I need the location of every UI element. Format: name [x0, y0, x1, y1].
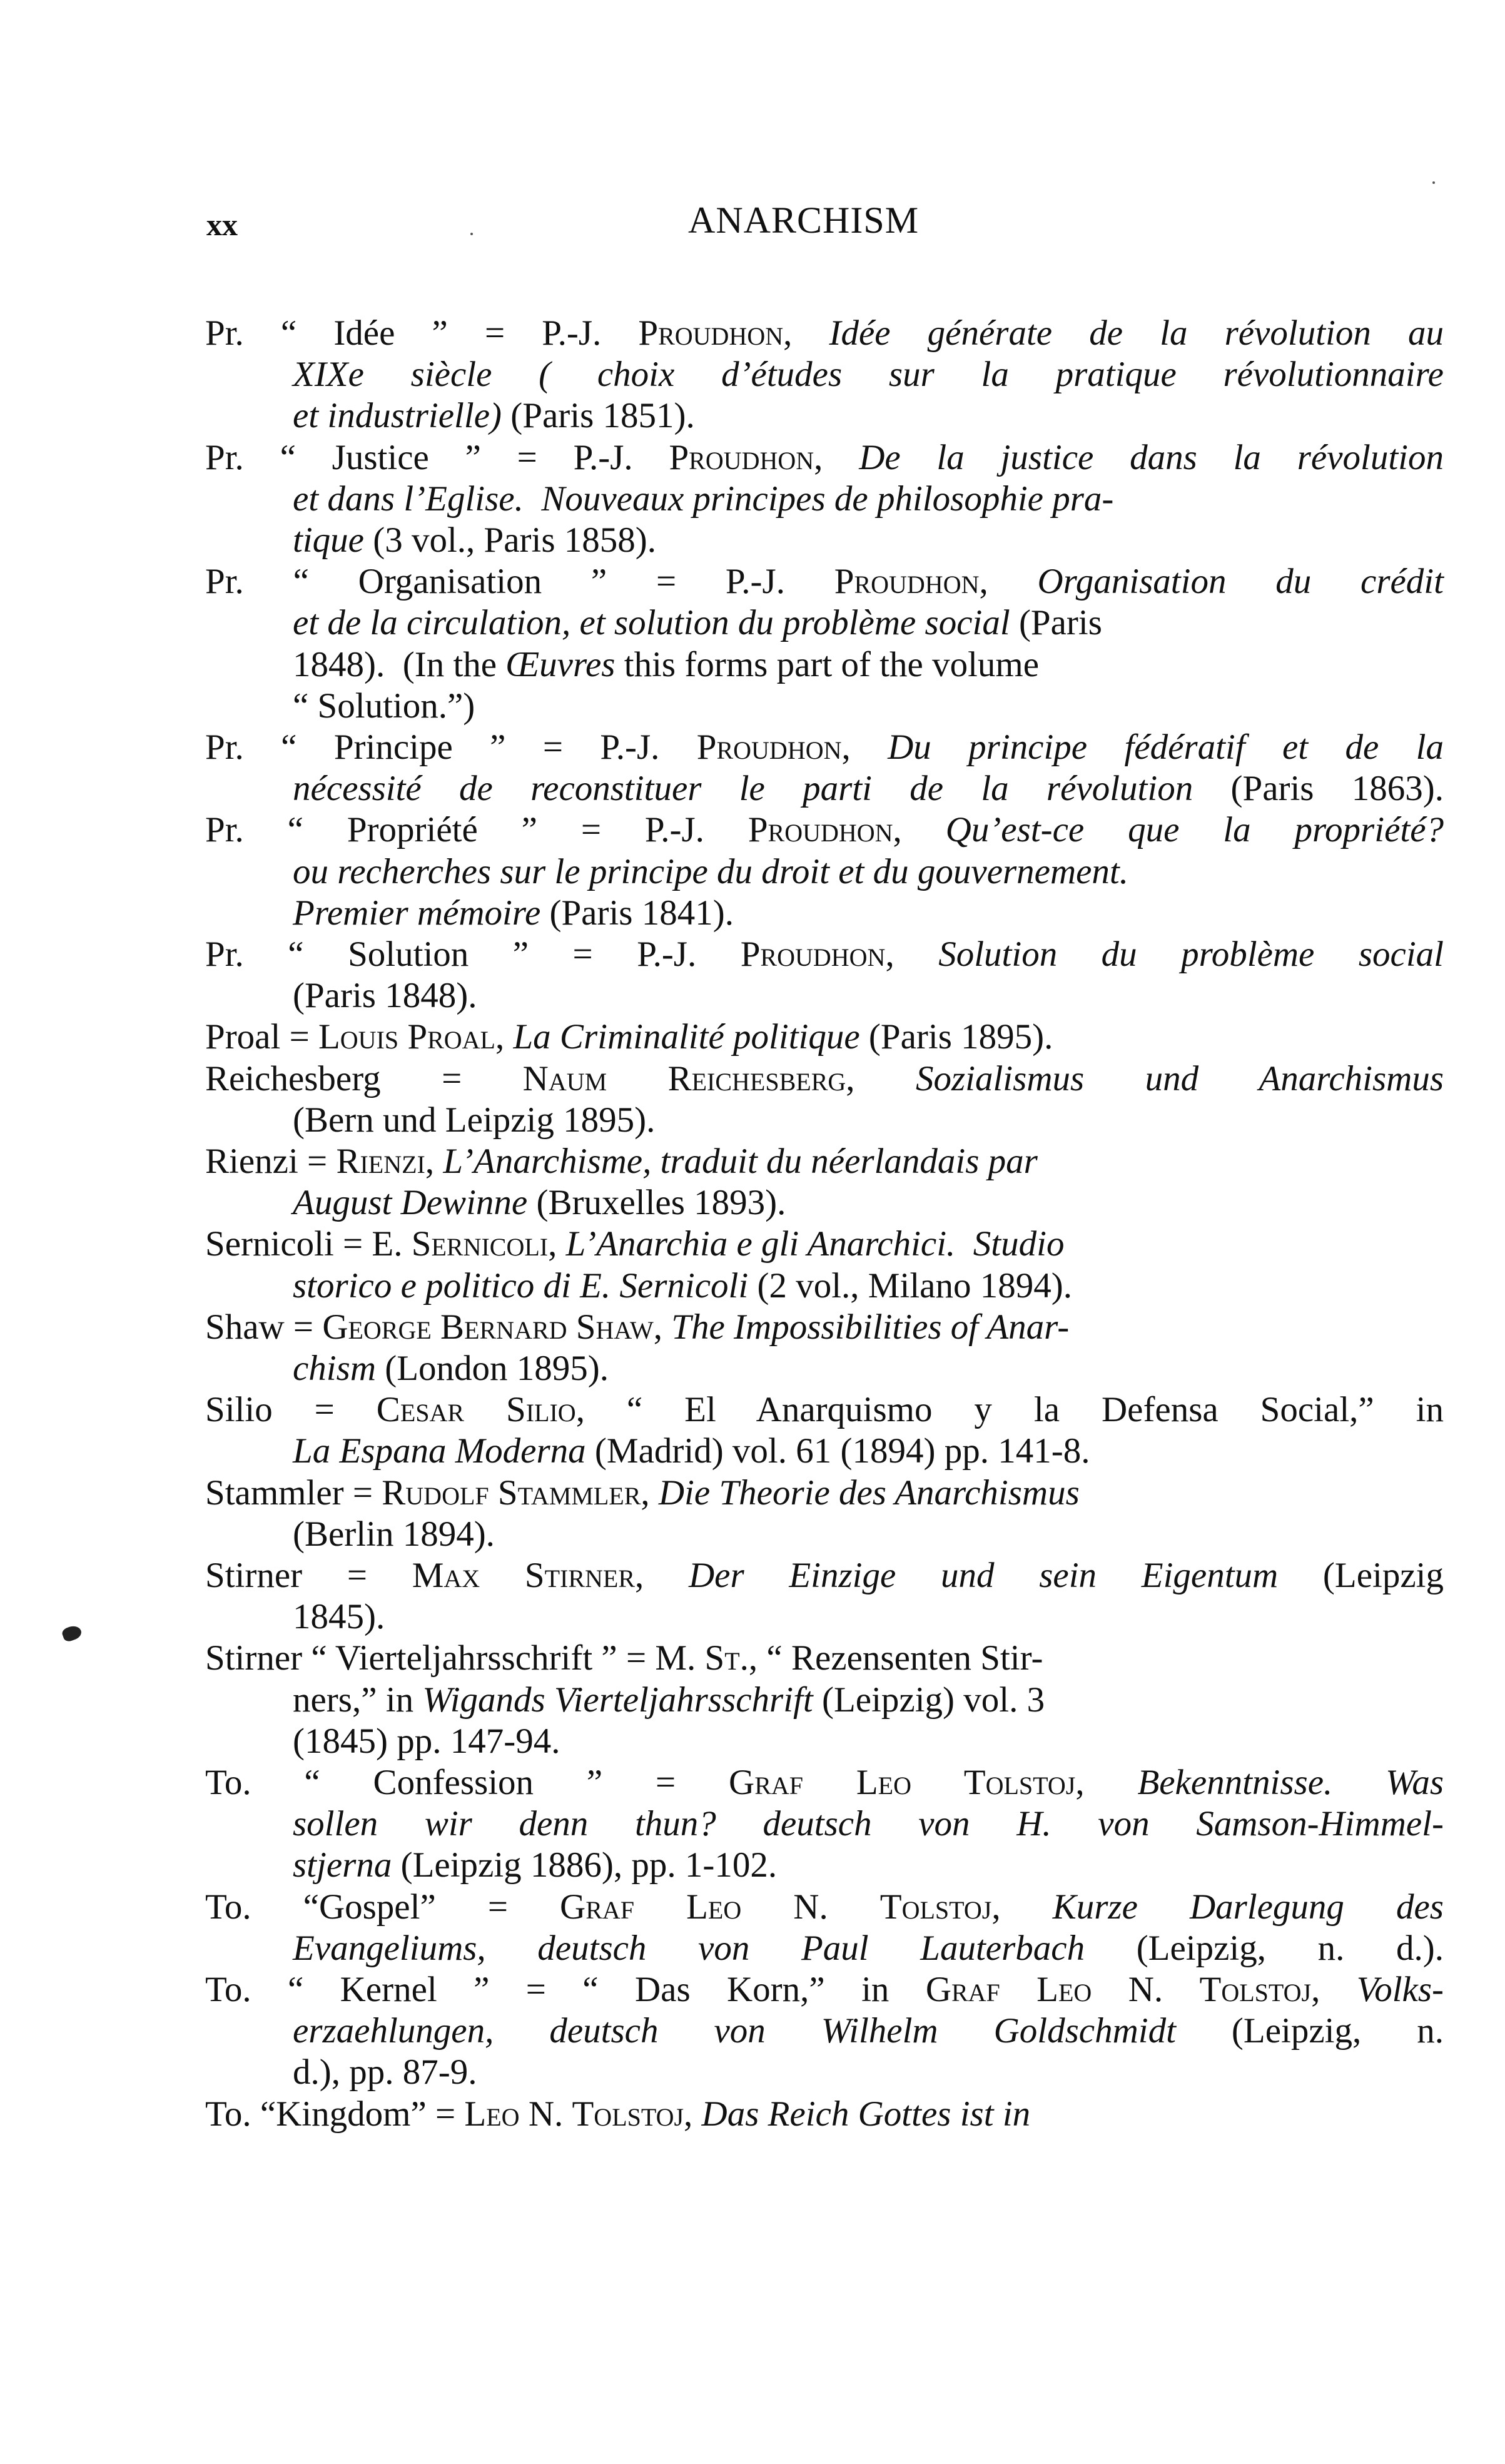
page-number: xx — [206, 207, 238, 242]
text: , — [684, 2094, 702, 2134]
author-name: Proudhon — [696, 728, 842, 767]
italic-title-text: Volks- — [1356, 1970, 1444, 2009]
italic-title-text: Idée générate de la révolution au — [829, 313, 1444, 353]
author-name: Leo — [464, 2094, 520, 2134]
text: (Leipzig, n. — [1175, 2011, 1444, 2051]
text: To. “Kingdom” = — [205, 2094, 465, 2134]
text: Pr. “ Justice ” = P.-J. — [205, 437, 669, 477]
italic-title-text: De la justice dans la révolution — [859, 437, 1444, 477]
author-name: Max Stirner — [412, 1556, 636, 1595]
italic-title-text: August Dewinne — [293, 1183, 528, 1223]
italic-title-text: Du principe fédératif et de la — [888, 728, 1444, 767]
italic-title-text: Das Reich Gottes ist in — [701, 2094, 1031, 2134]
text: Proal = — [205, 1017, 318, 1057]
italic-title-text: Solution du problème social — [938, 935, 1444, 974]
text: , — [841, 728, 888, 767]
entry-continuation-line — [293, 479, 1444, 520]
author-name: Graf Leo — [925, 1970, 1092, 2009]
author-name: Proudhon — [747, 810, 893, 850]
text: (Paris 1895). — [859, 1017, 1053, 1057]
author-name: Proudhon — [834, 562, 980, 602]
entry-first-line — [205, 1224, 1444, 1265]
entry-continuation-line — [293, 851, 1444, 893]
text: (Leipzig, n. d.). — [1085, 1928, 1444, 1968]
entry-continuation-line — [293, 1596, 1444, 1638]
text: (Paris 1848). — [293, 976, 477, 1016]
text: “ Solution.”) — [293, 686, 475, 726]
author-name: Rudolf Stammler — [382, 1473, 641, 1513]
text: 1845). — [293, 1597, 385, 1637]
italic-title-text: tique — [293, 520, 364, 560]
entry-continuation-line — [293, 686, 1444, 727]
entry-continuation-line — [293, 1182, 1444, 1224]
text: , — [1311, 1970, 1357, 2009]
entry-continuation-line — [293, 1265, 1444, 1307]
entry-continuation-line — [293, 768, 1444, 809]
text: (Paris 1863). — [1193, 769, 1444, 809]
italic-title-text: sollen wir denn thun? deutsch von H. von Samson-Himmel- — [293, 1804, 1444, 1844]
text: , — [641, 1473, 659, 1513]
italic-title-text: Kurze Darlegung des — [1052, 1887, 1444, 1927]
text: , “ El Anarquismo y la Defensa Social,” in — [575, 1390, 1444, 1430]
author-name: Cesar Silio — [376, 1390, 576, 1430]
scan-speck — [61, 1624, 83, 1643]
italic-title-text: storico e politico di E. Sernicoli — [293, 1265, 749, 1306]
entry-first-line — [205, 561, 1444, 602]
entry-first-line — [205, 1555, 1444, 1596]
text: (Bruxelles 1893). — [527, 1183, 786, 1223]
italic-title-text: Bekenntnisse. Was — [1137, 1763, 1444, 1802]
entry-first-line — [205, 313, 1444, 354]
entry-first-line — [205, 437, 1444, 479]
text: N. — [741, 1887, 880, 1927]
italic-title-text: Wigands Vierteljahrsschrift — [422, 1680, 813, 1720]
entry-continuation-line — [293, 1348, 1444, 1389]
text: Pr. “ Propriété ” = P.-J. — [205, 810, 748, 850]
italic-title-text: et de la circulation, et solution du problème social — [293, 603, 1010, 643]
author-name: Proudhon — [638, 313, 784, 353]
text: (Madrid) vol. 61 (1894) pp. 141-8. — [585, 1431, 1090, 1471]
text: d.), pp. 87-9. — [293, 2052, 477, 2092]
text: Pr. “ Solution ” = P.-J. — [205, 935, 741, 974]
text: (Leipzig) vol. 3 — [813, 1680, 1045, 1720]
italic-title-text: XIXe siècle ( choix d’études sur la pratique révolutionnaire — [293, 355, 1444, 395]
entry-continuation-line — [293, 520, 1444, 561]
italic-title-text: nécessité de reconstituer le parti de la révolution — [293, 769, 1193, 809]
text: (Paris 1841). — [540, 893, 734, 933]
italic-title-text: et industrielle) — [293, 396, 502, 436]
text: Pr. “ Idée ” = P.-J. — [205, 313, 639, 353]
text: , — [814, 437, 859, 477]
entry-continuation-line — [293, 2010, 1444, 2052]
entry-continuation-line — [293, 1721, 1444, 1762]
entry-continuation-line — [293, 1845, 1444, 1886]
italic-title-text: Qu’est-ce que la propriété? — [945, 810, 1444, 850]
text: Rienzi = — [205, 1142, 337, 1181]
text: (2 vol., Milano 1894). — [748, 1265, 1072, 1306]
text: , — [495, 1017, 514, 1057]
entry-first-line — [205, 1473, 1444, 1514]
scan-dot — [470, 233, 473, 235]
author-name: Graf Leo Tolstoj — [729, 1763, 1076, 1802]
text: (Paris 1851). — [502, 396, 695, 436]
italic-title-text: chism — [293, 1349, 376, 1388]
text: (London 1895). — [375, 1349, 609, 1388]
entry-first-line — [205, 809, 1444, 851]
scan-dot — [1432, 181, 1435, 184]
entry-first-line — [205, 1307, 1444, 1348]
text: (3 vol., Paris 1858). — [363, 520, 657, 560]
entry-continuation-line — [293, 1431, 1444, 1472]
text: (Berlin 1894). — [293, 1514, 495, 1554]
italic-title-text: Evangeliums, deutsch von Paul Lauterbach — [293, 1928, 1085, 1968]
text: To. “ Kernel ” = “ Das Korn,” in — [205, 1970, 926, 2009]
text: (Paris — [1010, 603, 1102, 643]
entry-continuation-line — [293, 602, 1444, 644]
text: , — [548, 1224, 566, 1264]
entry-first-line — [205, 1017, 1444, 1058]
author-name: St. — [704, 1638, 749, 1678]
text: Stirner “ Vierteljahrsschrift ” = M. — [205, 1638, 705, 1678]
italic-title-text: et dans l’Eglise. Nouveaux principes de philosophie pra- — [293, 479, 1114, 519]
italic-title-text: L’Anarchia e gli Anarchici. Studio — [565, 1224, 1065, 1264]
text: this forms part of the volume — [615, 644, 1040, 684]
author-name: George Bernard Shaw — [322, 1307, 654, 1347]
text: , — [979, 562, 1038, 602]
entry-continuation-line — [293, 2052, 1444, 2093]
text: Reichesberg = — [205, 1058, 523, 1098]
italic-title-text: Organisation du crédit — [1037, 562, 1444, 602]
entry-continuation-line — [293, 644, 1444, 686]
text: N. — [519, 2094, 572, 2134]
author-name: Rienzi — [336, 1142, 425, 1181]
entry-continuation-line — [293, 1680, 1444, 1721]
entry-first-line — [205, 1389, 1444, 1431]
author-name: Tolstoj — [572, 2094, 684, 2134]
text: ners,” in — [293, 1680, 423, 1720]
italic-title-text: Œuvres — [505, 644, 616, 684]
author-name: Louis Proal — [318, 1017, 495, 1057]
text: Stirner = — [205, 1556, 412, 1595]
author-name: Proudhon — [740, 935, 886, 974]
entry-first-line — [205, 1058, 1444, 1100]
entry-first-line — [205, 1638, 1444, 1679]
italic-title-text: erzaehlungen, deutsch von Wilhelm Goldschmidt — [293, 2011, 1176, 2051]
text: (Bern und Leipzig 1895). — [293, 1100, 656, 1140]
text: (Leipzig — [1278, 1556, 1444, 1595]
italic-title-text: Sozialismus und Anarchismus — [915, 1058, 1444, 1098]
text: (Leipzig 1886), pp. 1-102. — [392, 1845, 778, 1885]
author-name: Proudhon — [669, 437, 814, 477]
running-head: ANARCHISM — [688, 200, 920, 241]
entry-continuation-line — [293, 1100, 1444, 1141]
italic-title-text: stjerna — [293, 1845, 392, 1885]
author-name: Sernicoli — [411, 1224, 549, 1264]
text: , — [893, 810, 946, 850]
entry-continuation-line — [293, 354, 1444, 395]
italic-title-text: La Criminalité politique — [513, 1017, 860, 1057]
text: To. “ Confession ” = — [205, 1763, 729, 1802]
entry-continuation-line — [293, 1514, 1444, 1555]
text: 1848). (In the — [293, 644, 506, 684]
italic-title-text: ou recherches sur le principe du droit et du gouvernement. — [293, 851, 1129, 891]
entry-continuation-line — [293, 975, 1444, 1017]
entry-first-line — [205, 2094, 1444, 2135]
author-name: Graf Leo — [560, 1887, 742, 1927]
entry-continuation-line — [293, 893, 1444, 934]
text: Silio = — [205, 1390, 377, 1430]
text: , — [783, 313, 829, 353]
text: N. — [1092, 1970, 1200, 2009]
text: (1845) pp. 147-94. — [293, 1721, 560, 1761]
text: To. “Gospel” = — [205, 1887, 560, 1927]
text: Stammler = — [205, 1473, 382, 1513]
text: Pr. “ Organisation ” = P.-J. — [205, 562, 834, 602]
author-name: Naum Reichesberg — [522, 1058, 846, 1098]
italic-title-text: Die Theorie des Anarchismus — [658, 1473, 1080, 1513]
text: Sernicoli = E. — [205, 1224, 412, 1264]
italic-title-text: The Impossibilities of Anar- — [671, 1307, 1070, 1347]
entry-first-line — [205, 1969, 1444, 2010]
text: , — [425, 1142, 443, 1181]
italic-title-text: Der Einzige und sein Eigentum — [688, 1556, 1279, 1595]
text: , — [846, 1058, 916, 1098]
entry-continuation-line — [293, 1928, 1444, 1969]
entry-first-line — [205, 727, 1444, 768]
italic-title-text: Premier mémoire — [293, 893, 541, 933]
italic-title-text: L’Anarchisme, traduit du néerlandais par — [443, 1142, 1038, 1181]
author-name: Tolstoj — [879, 1887, 992, 1927]
text: , — [653, 1307, 672, 1347]
text: , — [635, 1556, 689, 1595]
text: Shaw = — [205, 1307, 323, 1347]
text: , — [1075, 1763, 1138, 1802]
entry-first-line — [205, 1141, 1444, 1182]
text: , — [991, 1887, 1053, 1927]
entry-first-line — [205, 934, 1444, 975]
entry-first-line — [205, 1887, 1444, 1928]
entry-continuation-line — [293, 395, 1444, 437]
italic-title-text: La Espana Moderna — [293, 1431, 586, 1471]
entry-continuation-line — [293, 1803, 1444, 1845]
author-name: Tolstoj — [1199, 1970, 1312, 2009]
entry-first-line — [205, 1762, 1444, 1803]
text: Pr. “ Principe ” = P.-J. — [205, 728, 697, 767]
text: , — [885, 935, 939, 974]
text: , “ Rezensenten Stir- — [748, 1638, 1043, 1678]
